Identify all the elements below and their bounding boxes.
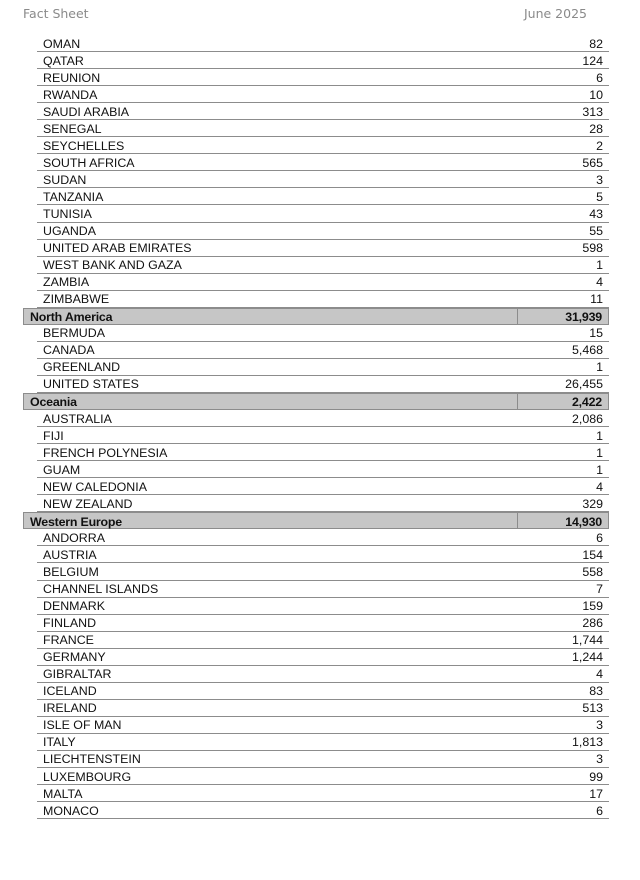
table-row — [37, 768, 609, 785]
column-divider — [517, 309, 518, 324]
country-value: 99 — [589, 769, 603, 784]
country-name: REUNION — [43, 70, 101, 85]
country-name: FRENCH POLYNESIA — [43, 445, 168, 460]
table-row — [37, 478, 609, 495]
table-row — [37, 376, 609, 393]
country-name: MONACO — [43, 803, 99, 818]
country-name: ICELAND — [43, 684, 97, 699]
table-row — [37, 410, 609, 427]
country-value: 565 — [582, 155, 603, 170]
country-value: 4 — [596, 479, 603, 494]
column-divider — [517, 513, 518, 528]
country-name: FINLAND — [43, 616, 97, 631]
country-value: 286 — [582, 616, 603, 631]
country-name: DENMARK — [43, 599, 105, 614]
country-name: ITALY — [43, 735, 76, 750]
country-name: SENEGAL — [43, 121, 102, 136]
country-name: MALTA — [43, 786, 83, 801]
table-row — [37, 52, 609, 69]
table-row — [37, 291, 609, 308]
country-value: 3 — [596, 752, 603, 767]
region-row — [23, 393, 609, 410]
country-value: 5,468 — [571, 343, 603, 358]
country-name: IRELAND — [43, 701, 97, 716]
country-name: TANZANIA — [43, 189, 104, 204]
country-value: 6 — [596, 530, 603, 545]
country-value: 11 — [590, 292, 603, 307]
country-value: 3 — [596, 172, 603, 187]
country-name: BELGIUM — [43, 564, 99, 579]
country-name: GUAM — [43, 462, 81, 477]
country-value: 558 — [582, 564, 603, 579]
country-value: 6 — [596, 70, 603, 85]
country-value: 124 — [582, 53, 603, 68]
table-row — [37, 717, 609, 734]
page-header — [23, 4, 587, 22]
country-value: 26,455 — [565, 377, 603, 392]
country-name: ANDORRA — [43, 530, 105, 545]
region-total: 14,930 — [565, 514, 602, 529]
country-name: BERMUDA — [43, 326, 105, 341]
table-row — [37, 649, 609, 666]
table-row — [37, 495, 609, 512]
region-total: 31,939 — [565, 310, 602, 325]
table-row — [37, 581, 609, 598]
country-name: SOUTH AFRICA — [43, 155, 135, 170]
country-value: 1 — [596, 258, 603, 273]
table-row — [37, 632, 609, 649]
country-name: AUSTRALIA — [43, 411, 112, 426]
country-name: GIBRALTAR — [43, 667, 112, 682]
country-value: 43 — [589, 206, 603, 221]
country-value: 4 — [596, 275, 603, 290]
document-title: Fact Sheet — [23, 6, 89, 21]
country-value: 10 — [589, 87, 603, 102]
country-name: QATAR — [43, 53, 84, 68]
country-name: OMAN — [43, 36, 81, 51]
country-name: ISLE OF MAN — [43, 718, 122, 733]
document-date: June 2025 — [523, 6, 587, 21]
table-row — [37, 120, 609, 137]
region-name: Western Europe — [30, 514, 122, 529]
country-name: UNITED STATES — [43, 377, 139, 392]
table-row — [37, 802, 609, 819]
country-value: 5 — [596, 189, 603, 204]
country-name: LUXEMBOURG — [43, 769, 132, 784]
table-row — [37, 529, 609, 546]
table-row — [37, 103, 609, 120]
table-row — [37, 563, 609, 580]
table-row — [37, 325, 609, 342]
country-name: SEYCHELLES — [43, 138, 125, 153]
country-value: 17 — [589, 786, 603, 801]
country-name: UGANDA — [43, 224, 97, 239]
country-name: SUDAN — [43, 172, 87, 187]
country-value: 2 — [596, 138, 603, 153]
country-value: 3 — [596, 718, 603, 733]
country-value: 1,744 — [571, 633, 603, 648]
data-table — [23, 35, 609, 819]
country-value: 82 — [589, 36, 603, 51]
table-row — [37, 546, 609, 563]
region-name: North America — [30, 310, 113, 325]
country-name: ZIMBABWE — [43, 292, 110, 307]
country-name: SAUDI ARABIA — [43, 104, 130, 119]
table-row — [37, 666, 609, 683]
table-row — [37, 188, 609, 205]
table-row — [37, 257, 609, 274]
table-row — [37, 734, 609, 751]
country-name: NEW CALEDONIA — [43, 479, 147, 494]
table-row — [37, 69, 609, 86]
country-name: NEW ZEALAND — [43, 496, 133, 511]
table-row — [37, 205, 609, 222]
table-row — [37, 598, 609, 615]
country-name: GREENLAND — [43, 360, 121, 375]
country-value: 513 — [582, 701, 603, 716]
country-value: 7 — [596, 582, 603, 596]
country-name: GERMANY — [43, 650, 106, 665]
table-row — [37, 751, 609, 768]
table-row — [37, 785, 609, 802]
table-row — [37, 223, 609, 240]
table-row — [37, 240, 609, 257]
table-row — [37, 137, 609, 154]
region-total: 2,422 — [571, 395, 602, 410]
country-value: 4 — [596, 667, 603, 682]
country-name: RWANDA — [43, 87, 98, 102]
region-name: Oceania — [30, 395, 77, 410]
country-value: 1,813 — [571, 735, 603, 750]
country-value: 1 — [596, 462, 603, 477]
country-name: FIJI — [43, 428, 64, 443]
country-value: 1 — [596, 360, 603, 375]
country-name: CHANNEL ISLANDS — [43, 582, 159, 596]
table-row — [37, 615, 609, 632]
country-value: 1,244 — [571, 650, 603, 665]
table-row — [37, 154, 609, 171]
country-name: CANADA — [43, 343, 95, 358]
country-name: LIECHTENSTEIN — [43, 752, 141, 767]
table-row — [37, 274, 609, 291]
country-value: 2,086 — [571, 411, 603, 426]
country-value: 83 — [589, 684, 603, 699]
table-row — [37, 35, 609, 52]
table-row — [37, 342, 609, 359]
table-row — [37, 461, 609, 478]
country-value: 6 — [596, 803, 603, 818]
region-row — [23, 308, 609, 325]
column-divider — [517, 394, 518, 409]
country-value: 154 — [582, 547, 603, 562]
table-row — [37, 359, 609, 376]
table-row — [37, 86, 609, 103]
country-value: 159 — [582, 599, 603, 614]
country-name: ZAMBIA — [43, 275, 90, 290]
country-value: 28 — [589, 121, 603, 136]
table-row — [37, 444, 609, 461]
table-row — [37, 427, 609, 444]
country-name: WEST BANK AND GAZA — [43, 258, 182, 273]
country-name: FRANCE — [43, 633, 94, 648]
country-value: 329 — [582, 496, 603, 511]
country-value: 598 — [582, 241, 603, 256]
country-value: 15 — [589, 326, 603, 341]
country-value: 55 — [589, 224, 603, 239]
table-row — [37, 171, 609, 188]
country-value: 313 — [582, 104, 603, 119]
country-name: UNITED ARAB EMIRATES — [43, 241, 192, 256]
country-name: TUNISIA — [43, 206, 92, 221]
region-row — [23, 512, 609, 529]
country-value: 1 — [596, 445, 603, 460]
country-name: AUSTRIA — [43, 547, 97, 562]
table-row — [37, 700, 609, 717]
table-row — [37, 683, 609, 700]
country-value: 1 — [596, 428, 603, 443]
